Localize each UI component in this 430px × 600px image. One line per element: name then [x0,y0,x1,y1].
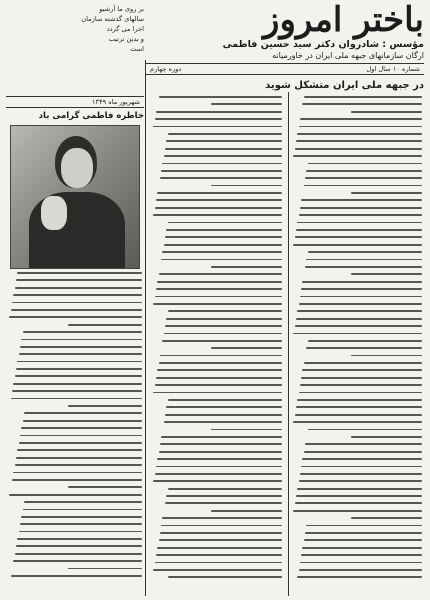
founder-line: مؤسس : شادروان دکتر سید حسین فاطمی [222,39,424,50]
text-line [23,420,142,422]
text-line [299,126,423,128]
text-line [295,414,422,416]
text-line [295,325,422,327]
text-line [301,377,422,379]
text-line [295,236,422,238]
text-line [159,539,283,541]
text-line [24,412,142,414]
organ-subtitle: ارگان سازمانهای جبهه ملی ایران در خاورمیانه [272,51,424,60]
text-line [16,457,142,459]
text-line [304,539,422,541]
text-line [165,414,282,416]
text-line [300,384,422,386]
text-line [299,480,423,482]
text-column-right [292,96,422,594]
text-line [164,333,282,335]
masthead-logo: باختر امروز [263,0,424,40]
text-line [155,384,282,386]
text-line [156,111,282,113]
text-line [157,192,282,194]
text-line [308,429,422,431]
text-line [306,347,422,349]
text-line [296,406,422,408]
text-line [351,111,423,113]
text-line [302,547,422,549]
text-line [16,279,142,281]
text-line [168,576,282,578]
text-line [17,361,142,363]
masthead [146,2,424,58]
text-line [23,509,142,511]
text-line [305,532,422,534]
text-line [166,318,282,320]
text-line [304,362,422,364]
text-line [19,353,142,355]
text-line [160,532,282,534]
text-line [9,494,142,496]
text-line [300,207,422,209]
text-line [293,333,422,335]
text-line [159,451,283,453]
text-line [293,244,422,246]
text-line [296,495,422,497]
column-divider [145,60,146,596]
text-line [17,449,142,451]
note-line: اجرا می گردد [106,25,144,33]
text-line [297,133,422,135]
text-line [157,369,282,371]
text-line [153,480,282,482]
text-line [21,516,142,518]
text-line [68,568,142,570]
text-line [168,488,282,490]
text-line [296,140,422,142]
text-line [155,118,282,120]
text-line [15,287,142,289]
text-line [161,170,282,172]
text-line [157,281,282,283]
text-line [300,562,422,564]
text-line [308,163,422,165]
text-column-left [8,272,142,594]
text-line [16,545,142,547]
text-line [165,502,282,504]
issue-date: شهریور ماه ۱۳۴۹ [92,98,140,106]
text-line [304,185,422,187]
text-line [17,272,142,274]
text-line [166,229,282,231]
text-line [306,259,422,261]
text-line [297,576,422,578]
text-line [351,517,423,519]
text-line [305,443,422,445]
text-line [153,569,282,571]
text-line [297,399,422,401]
note-line: است [130,45,144,53]
text-line [299,569,423,571]
text-line [304,96,422,98]
text-line [164,155,282,157]
text-line [68,324,142,326]
text-line [160,355,282,357]
text-line [302,103,422,105]
text-line [302,369,422,371]
text-line [20,346,142,348]
text-line [168,133,282,135]
text-line [305,266,422,268]
text-line [19,442,142,444]
text-line [161,436,282,438]
text-line [156,466,282,468]
text-line [13,383,142,385]
text-line [164,421,282,423]
text-line [19,531,142,533]
text-line [351,273,423,275]
text-line [11,398,142,400]
text-line [351,436,423,438]
text-line [12,479,142,481]
text-line [21,427,142,429]
text-line [301,466,422,468]
text-line [20,523,142,525]
text-line [162,517,282,519]
text-line [159,362,283,364]
text-line [162,251,282,253]
text-line [155,473,282,475]
text-line [157,547,282,549]
text-line [160,443,282,445]
text-line [12,390,142,392]
text-line [156,199,282,201]
text-line [68,405,142,407]
text-line [297,222,422,224]
issue-series: دوره چهارم [150,65,182,73]
text-line [159,273,283,275]
text-line [153,392,282,394]
text-line [15,553,142,555]
note-line: سالهای گذشته سازمان [81,15,144,23]
text-line [13,294,142,296]
text-line [13,472,142,474]
text-line [164,244,282,246]
text-line [211,510,283,512]
text-line [306,170,422,172]
text-line [299,214,423,216]
text-line [293,155,422,157]
text-line [300,296,422,298]
text-line [156,554,282,556]
text-line [11,309,142,311]
text-line [168,222,282,224]
text-line [297,310,422,312]
text-line [302,281,422,283]
text-line [308,251,422,253]
text-line [9,316,142,318]
text-line [300,118,422,120]
text-line [296,229,422,231]
text-line [155,562,282,564]
top-note [6,4,144,54]
text-line [300,473,422,475]
photo-face [61,148,93,188]
text-line [13,560,142,562]
text-line [11,575,142,577]
text-line [20,435,142,437]
text-line [168,399,282,401]
text-line [68,486,142,488]
text-line [165,325,282,327]
text-line [165,236,282,238]
text-line [308,340,422,342]
text-line [299,392,423,394]
text-line [297,488,422,490]
text-line [165,148,282,150]
date-bar [6,96,144,108]
text-line [295,148,422,150]
text-line [301,288,422,290]
text-line [156,377,282,379]
text-line [17,538,142,540]
portrait-photo [10,125,140,269]
text-line [351,355,423,357]
text-line [24,501,142,503]
text-line [12,302,142,304]
text-line [299,303,423,305]
text-line [23,331,142,333]
text-line [304,451,422,453]
text-line [162,340,282,342]
text-line [293,510,422,512]
issue-number: شماره ۱۰ سال اول [366,65,420,73]
photo-hand [41,196,67,230]
text-line [306,525,422,527]
text-line [301,554,422,556]
text-line [161,525,282,527]
text-line [166,406,282,408]
text-line [155,207,282,209]
column-divider [288,92,289,596]
text-line [155,296,282,298]
text-line [166,140,282,142]
text-line [153,126,282,128]
text-line [296,318,422,320]
text-line [160,177,282,179]
text-line [157,458,282,460]
text-line [162,163,282,165]
text-line [302,458,422,460]
text-line [211,429,283,431]
note-line: و بدین ترتیب [108,35,144,43]
text-line [211,347,283,349]
text-line [295,502,422,504]
note-line: بر روی ما آرشیو [99,5,144,13]
text-line [168,310,282,312]
text-line [15,464,142,466]
text-line [16,368,142,370]
text-line [211,103,283,105]
text-line [156,288,282,290]
text-line [301,199,422,201]
text-line [211,266,283,268]
text-line [159,96,283,98]
issue-bar [146,63,424,75]
text-column-middle [152,96,282,594]
headline: در جبهه ملی ایران متشکل شوید [265,80,424,91]
text-line [153,214,282,216]
text-line [161,259,282,261]
article-title-left: خاطره فاطمی گرامی باد [38,111,144,121]
text-line [15,375,142,377]
text-line [21,339,142,341]
text-line [211,185,283,187]
text-line [153,303,282,305]
text-line [305,177,422,179]
text-line [293,421,422,423]
text-line [351,192,423,194]
text-line [166,495,282,497]
